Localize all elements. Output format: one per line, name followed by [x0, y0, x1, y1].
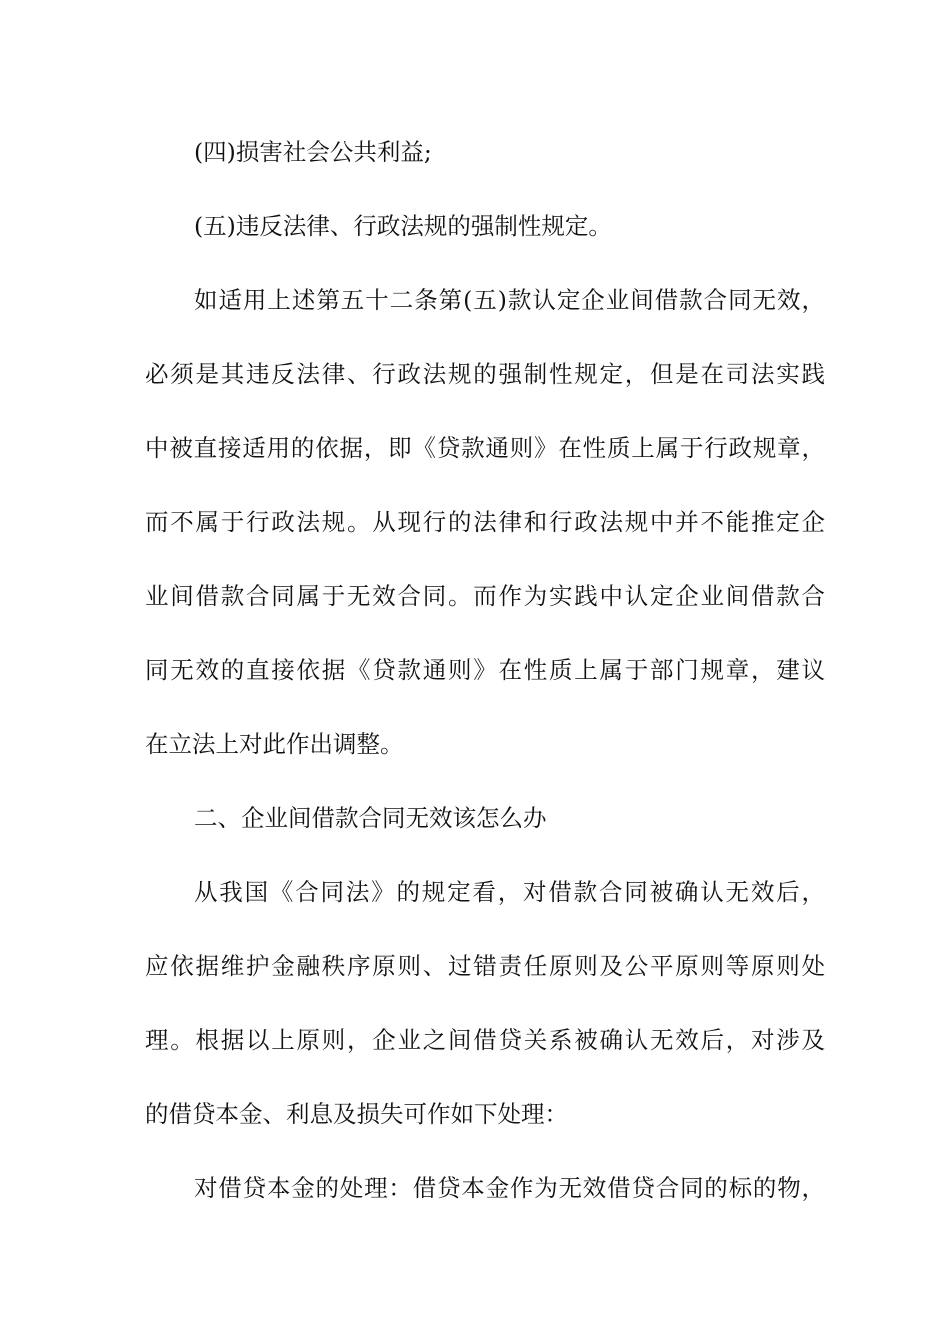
paragraph-line: 而不属于行政法规。从现行的法律和行政法规中并不能推定企 [145, 508, 825, 536]
paragraph-line: 的借贷本金、利息及损失可作如下处理： [145, 1100, 568, 1128]
paragraph-line: 应依据维护金融秩序原则、过错责任原则及公平原则等原则处 [145, 952, 825, 980]
section-heading: 二、企业间借款合同无效该怎么办 [194, 804, 547, 832]
paragraph-item-four: (四)损害社会公共利益; [194, 138, 432, 166]
paragraph-item-five: (五)违反法律、行政法规的强制性规定。 [194, 212, 612, 240]
paragraph-line: 中被直接适用的依据，即《贷款通则》在性质上属于行政规章， [145, 434, 825, 462]
paragraph-line: 同无效的直接依据《贷款通则》在性质上属于部门规章，建议 [145, 656, 825, 684]
paragraph-line: 在立法上对此作出调整。 [145, 730, 404, 758]
paragraph-line: 理。根据以上原则，企业之间借贷关系被确认无效后，对涉及 [145, 1026, 825, 1054]
paragraph-line: 必须是其违反法律、行政法规的强制性规定，但是在司法实践 [145, 360, 825, 388]
paragraph-line: 如适用上述第五十二条第(五)款认定企业间借款合同无效， [194, 286, 825, 314]
paragraph-line: 业间借款合同属于无效合同。而作为实践中认定企业间借款合 [145, 582, 825, 610]
paragraph-line: 从我国《合同法》的规定看，对借款合同被确认无效后， [194, 878, 825, 906]
paragraph-line: 对借贷本金的处理：借贷本金作为无效借贷合同的标的物， [194, 1174, 825, 1202]
